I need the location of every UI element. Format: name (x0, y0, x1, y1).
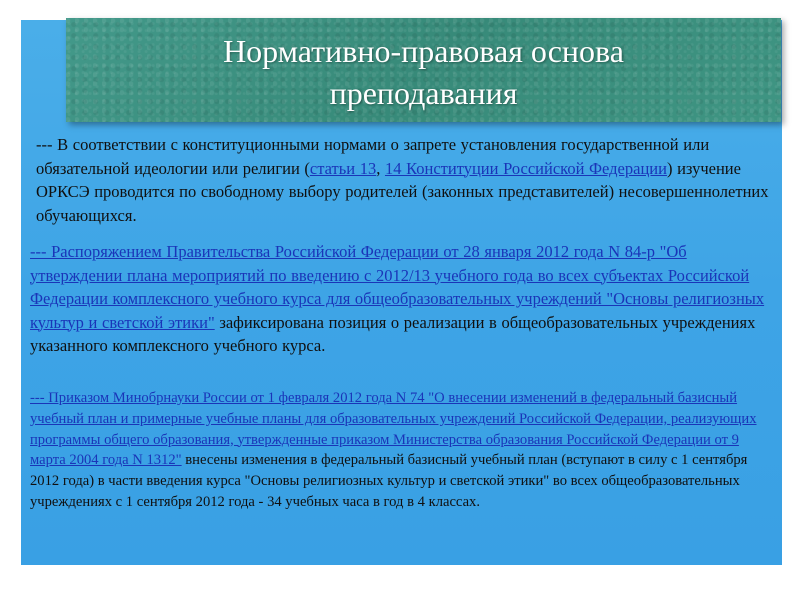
link-article-13[interactable]: статьи 13 (309, 158, 377, 178)
paragraph1-text-after: ) изучение ОРКСЭ проводится по свободному выбору родителей (законных представителей) несовершеннолетних обучающихся. (36, 158, 769, 225)
title-banner (66, 18, 781, 122)
slide-title: Нормативно-правовая основа преподавания (223, 33, 624, 111)
paragraph-constitution (36, 133, 780, 227)
paragraph1-text-before: --- В соответствии с конституционными нормами о запрете установления государственной или обязательной идеологии или религии ( (36, 135, 710, 178)
link-constitution[interactable]: 14 Конституции Российской Федерации (384, 158, 667, 178)
paragraph-ministry-order (30, 388, 776, 513)
paragraph2-text: зафиксирована позиция о реализации в общеобразовательных учреждениях указанного комплексного учебного курса. (30, 312, 756, 355)
paragraph3-text: внесены изменения в федеральный базисный учебный план (вступают в силу с 1 сентября 2012 года) в части введения курса "Основы религиозных культур и светской этики" во всех общеобразовательных учреждениях с 1 сентября 2012 года - 34 учебных часа в год в 4 классах. (30, 452, 748, 510)
link-ministry-order[interactable]: --- Приказом Минобрнауки России от 1 февраля 2012 года N 74 "О внесении изменений в федеральный базисный учебный план и примерные учебные планы для образовательных учреждений Российской Федерации, реализующих программы общего образования, утвержденные приказом Министерства образования Российской Федерации от 9 марта 2004 года N 1312" (30, 390, 757, 469)
paragraph-government-order (30, 240, 778, 358)
link-government-order[interactable]: --- Распоряжением Правительства Российской Федерации от 28 января 2012 года N 84-р "Об утверждении плана мероприятий по введению с 2012/13 учебного года во всех субъектах Российской Федерации комплексного учебного курса для общеобразовательных учреждений "Основы религиозных культур и светской этики" (30, 242, 765, 332)
paragraph1-comma: , (376, 158, 385, 178)
